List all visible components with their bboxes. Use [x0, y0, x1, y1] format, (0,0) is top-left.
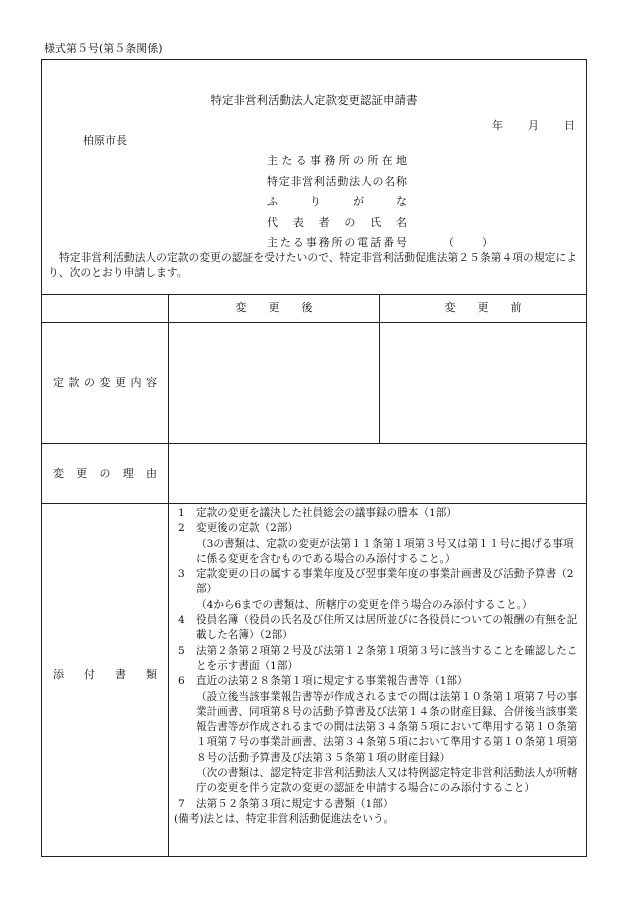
attachment-text: 変更後の定款（2部） [196, 522, 299, 535]
phone-area-close-paren: ） [482, 236, 493, 249]
column-header-before: 変 更 前 [444, 301, 522, 314]
document-title: 特定非営利活動法人定款変更認証申請書 [210, 93, 418, 107]
column-header-after: 変 更 後 [235, 301, 313, 314]
applicant-row-furigana [267, 192, 493, 213]
date-year-label: 年 [492, 119, 503, 132]
office-address-label: 主たる事務所の所在地 [267, 154, 407, 167]
applicant-fields [267, 151, 493, 254]
attachment-text: 定款変更の日の属する事業年度及び翌事業年度の事業計画書及び活動予算書（2部） [196, 568, 574, 596]
applicant-row-representative [267, 213, 493, 234]
attachment-text: 定款の変更を議決した社員総会の議事録の謄本（1部） [196, 507, 457, 519]
attachment-number: 7 [178, 797, 185, 810]
attachment-number: 2 [178, 522, 185, 535]
phone-area-open-paren: （ [443, 236, 454, 249]
label-column-rule [168, 294, 169, 856]
row-label-attachments [52, 668, 158, 682]
attachment-number: 6 [178, 675, 185, 688]
applicant-row-name [267, 172, 493, 193]
date-day-label: 日 [564, 119, 575, 132]
furigana-label: ふりがな [267, 195, 407, 208]
row-label-content-text: 定款の変更内容 [53, 376, 157, 389]
attachment-item-2 [174, 521, 580, 536]
attachment-note-reports: （設立後当該事業報告書等が作成されるまでの間は法第１０条第１項第７号の事業計画書、同項第８号の活動予算書及び法第１４条の財産目録、合併後当該事業報告書等が作成されるまでの間は法第３４条第５項において準用する第１０条第１項第７号の事業計画書、法第３４条第５項において準用する第１０条第１項第８号の活動予算書及び法第３５条第１項の財産目録） [196, 690, 578, 764]
row-label-reason [52, 467, 158, 481]
attachment-item-7 [174, 797, 580, 812]
attachment-text: 法第２条第２項第２号及び法第１２条第１項第３号に該当することを確認したことを示す書面（1部） [196, 644, 578, 672]
row-label-attachments-text: 添付書類 [53, 668, 157, 681]
content-row-rule [42, 443, 586, 444]
attachment-item-4 [174, 613, 580, 644]
applicant-row-address [267, 151, 493, 172]
date-month-label: 月 [528, 119, 539, 132]
form-header-section [42, 60, 586, 295]
application-form [41, 59, 587, 857]
addressee: 柏原市長 [83, 134, 127, 147]
attachment-text: 直近の法第２８条第１項に規定する事業報告書等（1部） [196, 675, 468, 688]
row-label-reason-text: 変更の理由 [53, 467, 157, 480]
attachment-text: 法第５２条第３項に規定する書類（1部） [196, 797, 394, 810]
attachment-item-1 [174, 506, 580, 521]
date-line [492, 119, 575, 133]
table-header-rule [42, 322, 586, 323]
request-statement: 特定非営利活動法人の定款の変更の認証を受けたいので、特定非営利活動促進法第２５条第４項の規定により、次のとおり申請します。 [48, 251, 578, 279]
representative-name-label: 代表者の氏名 [267, 215, 407, 229]
amendment-table [42, 294, 586, 856]
attachment-item-6 [174, 674, 580, 689]
reason-row-rule [42, 503, 586, 504]
attachment-number: 1 [178, 507, 185, 519]
attachment-note-3: （3の書類は、定款の変更が法第１１条第１項第３号又は第１１号に掲げる事項に係る変更を含むものである場合のみ添付すること。） [196, 537, 574, 565]
attachment-item-5 [174, 644, 580, 675]
form-number: 様式第５号(第５条関係) [44, 42, 163, 55]
attachment-item-3 [174, 567, 580, 598]
attachment-number: 3 [178, 568, 185, 581]
attachment-text: 役員名簿（役員の氏名及び住所又は居所並びに各役員についての報酬の有無を記載した名簿）（2部） [196, 614, 578, 642]
attachment-note-4-6: （4から6までの書類は、所轄庁の変更を伴う場合のみ添付すること。） [196, 598, 533, 611]
attachment-note-certified: （次の書類は、認定特定非営利活動法人又は特例認定特定非営利活動法人が所轄庁の変更を伴う定款の変更の認証を申請する場合にのみ添付すること） [196, 767, 578, 795]
attachments-list [174, 506, 580, 827]
office-phone-label: 主たる事務所の電話番号 [267, 236, 407, 249]
before-after-divider [379, 294, 380, 443]
row-label-content [52, 376, 158, 390]
corporation-name-label: 特定非営利活動法人の名称 [267, 174, 407, 188]
attachment-number: 5 [178, 644, 185, 657]
remark-note: (備考)法とは、特定非営利活動促進法をいう。 [174, 812, 395, 825]
attachment-number: 4 [178, 614, 185, 627]
